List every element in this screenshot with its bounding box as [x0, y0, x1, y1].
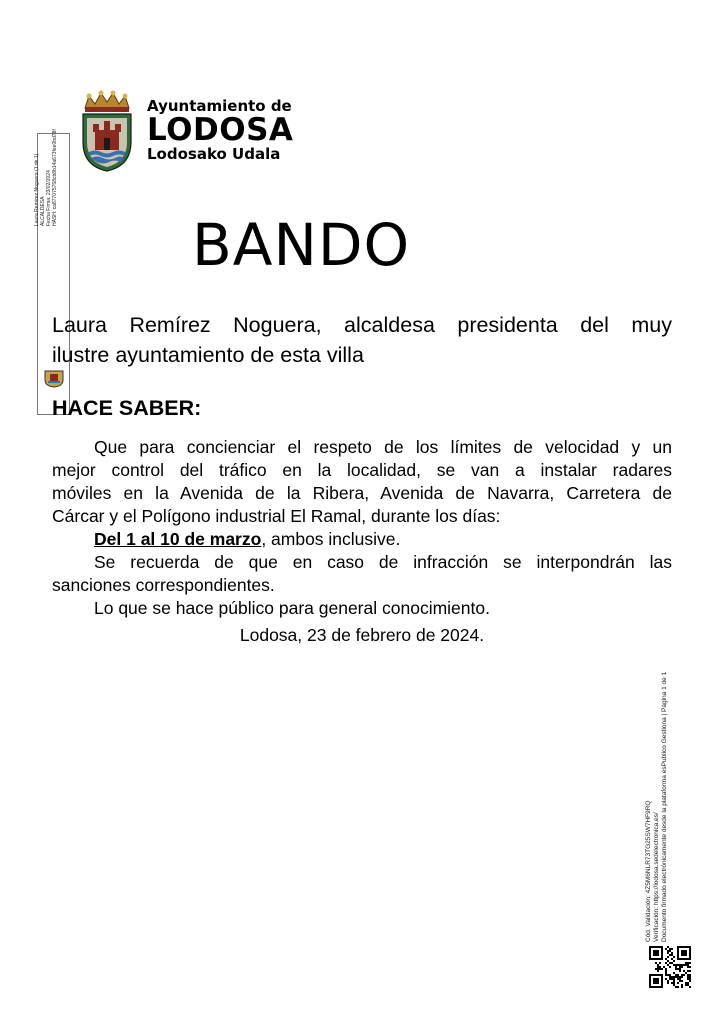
- dates-highlight: Del 1 al 10 de marzo: [94, 529, 262, 549]
- signature-date: Fecha Firma: 23/02/2024: [46, 170, 52, 226]
- logo-basque-name: Lodosako Udala: [147, 145, 281, 163]
- validation-text: [645, 672, 669, 942]
- qr-code-icon[interactable]: [649, 946, 691, 988]
- body-line: Que para concienciar el respeto de los límites de velocidad y un: [94, 437, 672, 457]
- intro-line: ilustre ayuntamiento de esta villa: [52, 343, 364, 367]
- signer-role: ALCALDESA: [40, 196, 46, 226]
- intro-line: Laura Remírez Noguera, alcaldesa presidenta del muy: [52, 313, 672, 337]
- logo-town-name: LODOSA: [147, 112, 294, 148]
- signer-name: Laura Remírez Noguera (1 de 1): [34, 153, 40, 226]
- logo-ayuntamiento: Ayuntamiento de: [147, 97, 292, 115]
- signature-stamp-text: [34, 76, 58, 226]
- body-line: Se recuerda de que en caso de infracción se interpondrán las: [94, 552, 672, 572]
- section-heading: HACE SABER:: [52, 396, 202, 420]
- body-line: mejor control del tráfico en la localidad, se van a instalar radares: [52, 460, 672, 480]
- dates-line: [52, 528, 672, 551]
- body-line: sanciones correspondientes.: [52, 575, 275, 595]
- validation-code: Cód. Validación: 4Z5M6NLR73TG25SW7HF9RQ: [645, 800, 652, 942]
- signature-platform-note: Documento firmado electrónicamente desde la plataforma esPublico Gestiona | Página 1 de 1: [661, 671, 668, 942]
- body-line: móviles en la Avenida de la Ribera, Avenida de Navarra, Carretera de: [52, 483, 672, 503]
- place-and-date: Lodosa, 23 de febrero de 2024.: [239, 625, 485, 645]
- verification-url: Verificación: https://lodosa.sedelectronica.es/: [653, 812, 660, 942]
- document-title: BANDO: [192, 211, 411, 279]
- body-text: [52, 436, 672, 620]
- logo-text: [147, 98, 293, 163]
- body-line: Cárcar y el Polígono industrial El Ramal, durante los días:: [52, 506, 501, 526]
- municipal-logo: [77, 90, 294, 175]
- seal-icon: [42, 368, 66, 388]
- coat-of-arms-icon: [77, 90, 137, 172]
- body-line: Lo que se hace público para general conocimiento.: [94, 598, 490, 618]
- signature-hash: HASH: ca877075758cb8b14a673fee0bd78f: [52, 129, 58, 226]
- dates-suffix: , ambos inclusive.: [261, 529, 401, 549]
- intro-paragraph: [52, 310, 672, 370]
